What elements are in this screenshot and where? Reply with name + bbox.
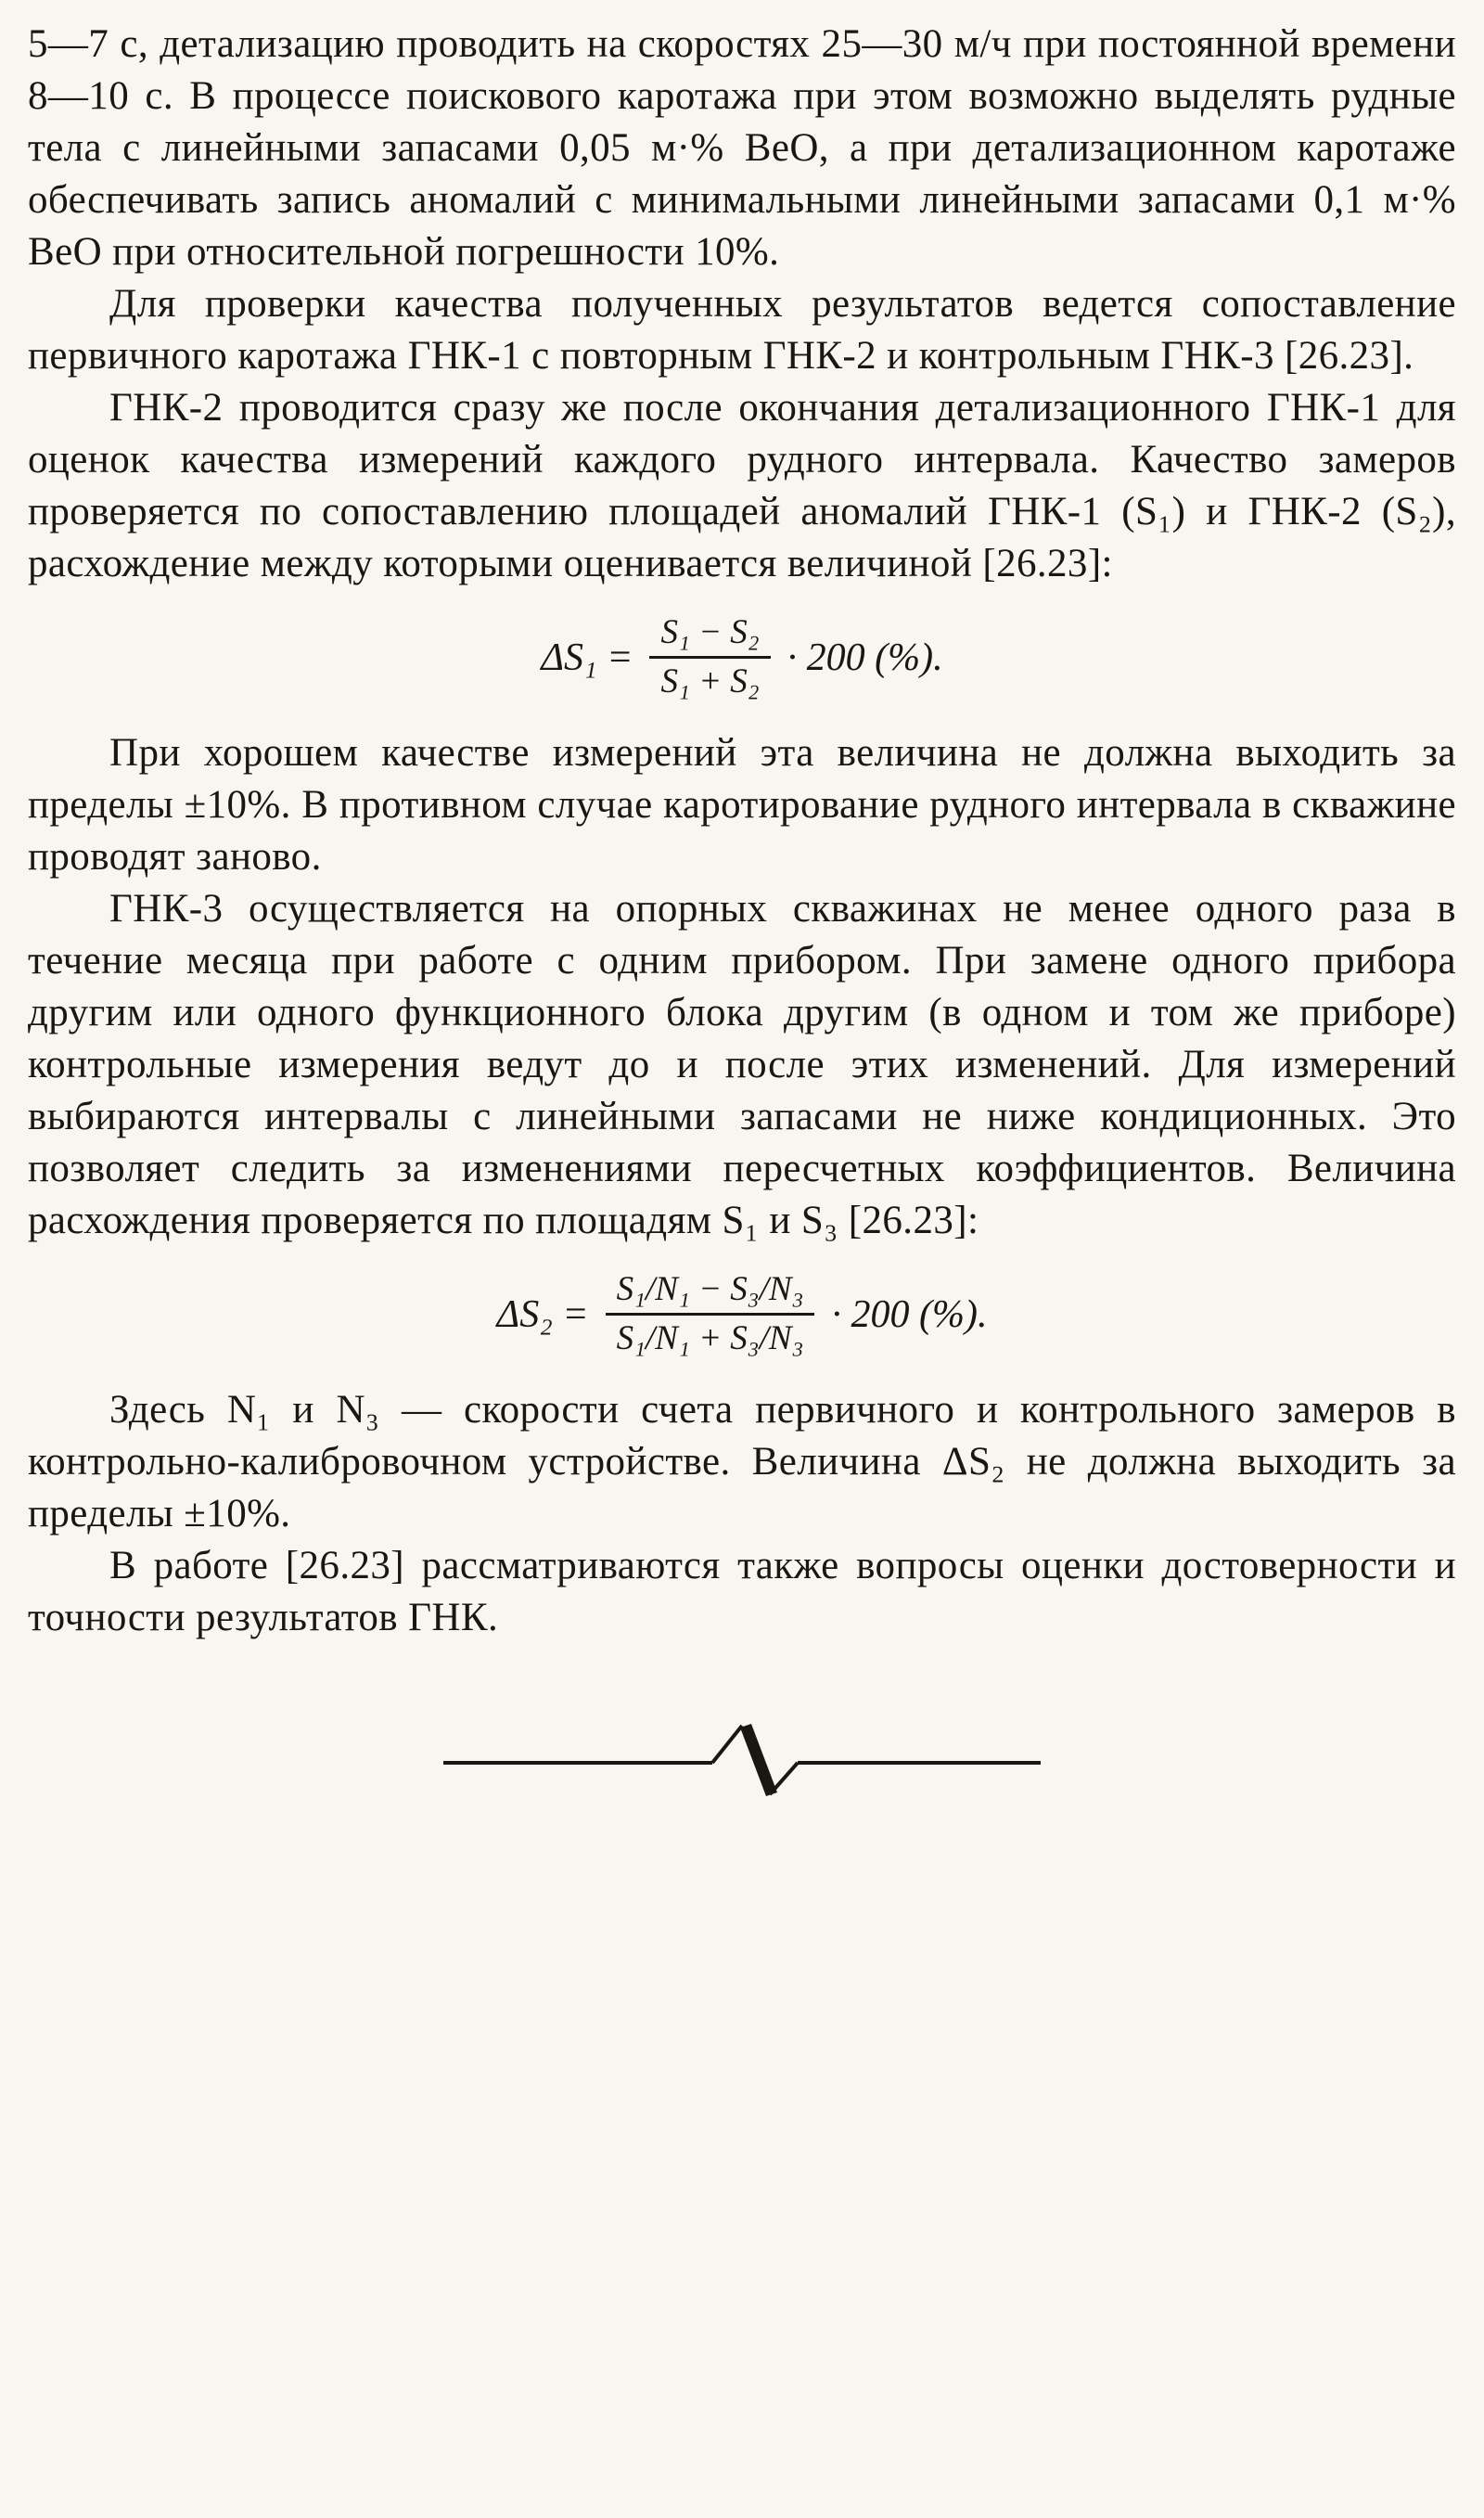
formula-rhs: · 200 (%).: [831, 1292, 988, 1336]
paragraph-count-rates: Здесь N₁ и N₃ — скорости счета первичного и контрольного замеров в контрольно-калибровочном устройстве. Величина ΔS₂ не должна выходить за пределы ±10%.: [28, 1387, 1456, 1535]
formula-numerator: S₁/N₁ − S₃/N₃: [606, 1269, 815, 1316]
formula-denominator: S₁ + S₂: [660, 662, 760, 701]
formula-lhs: ΔS₂ =: [496, 1292, 589, 1336]
section-end-divider: [28, 1716, 1456, 1805]
formula-delta-s1: [28, 612, 1456, 703]
paragraph-gnk2: ГНК-2 проводится сразу же после окончания детализационного ГНК-1 для оценок качества измерений каждого рудного интервала. Качество замеров проверяется по сопоставлению площадей аномалий ГНК-1 (S₁) и ГНК-2 (S₂), расхождение между которыми оценивается величиной [26.23]:: [28, 386, 1456, 585]
paragraph-quality-check: Для проверки качества полученных результатов ведется сопоставление первичного каротажа ГНК-1 с повторным ГНК-2 и контрольным ГНК-3 [26.23].: [28, 282, 1456, 378]
formula-delta-s2: [28, 1269, 1456, 1360]
paragraph-conclusion: В работе [26.23] рассматриваются также вопросы оценки достоверности и точности результатов ГНК.: [28, 1543, 1456, 1639]
formula-lhs: ΔS₁ =: [541, 636, 633, 679]
formula-fraction: [606, 1269, 815, 1360]
formula-numerator: S₁ − S₂: [649, 612, 770, 659]
formula-rhs: · 200 (%).: [787, 636, 943, 679]
zigzag-section-end-icon: [436, 1716, 1048, 1805]
paragraph-gnk3: ГНК-3 осуществляется на опорных скважинах не менее одного раза в течение месяца при работе с одним прибором. При замене одного прибора другим или одного функционного блока другим (в одном и том же приборе) контрольные измерения ведут до и после этих изменений. Для измерений выбираются интервалы с линейными запасами не ниже кондиционных. Это позволяет следить за изменениями пересчетных коэффициентов. Величина расхождения проверяется по площадям S₁ и S₃ [26.23]:: [28, 886, 1456, 1242]
paragraph-logging-speeds: 5—7 с, детализацию проводить на скоростях 25—30 м/ч при постоянной времени 8—10 с. В процессе поискового каротажа при этом возможно выделять рудные тела с линейными запасами 0,05 м·% BeO, а при детализационном каротаже обеспечивать запись аномалий с минимальными линейными запасами 0,1 м·% BeO при относительной погрешности 10%.: [28, 22, 1456, 274]
formula-fraction: [649, 612, 770, 703]
formula-denominator: S₁/N₁ + S₃/N₃: [616, 1319, 804, 1358]
paragraph-tolerance: При хорошем качестве измерений эта величина не должна выходить за пределы ±10%. В противном случае каротирование рудного интервала в скважине проводят заново.: [28, 730, 1456, 879]
